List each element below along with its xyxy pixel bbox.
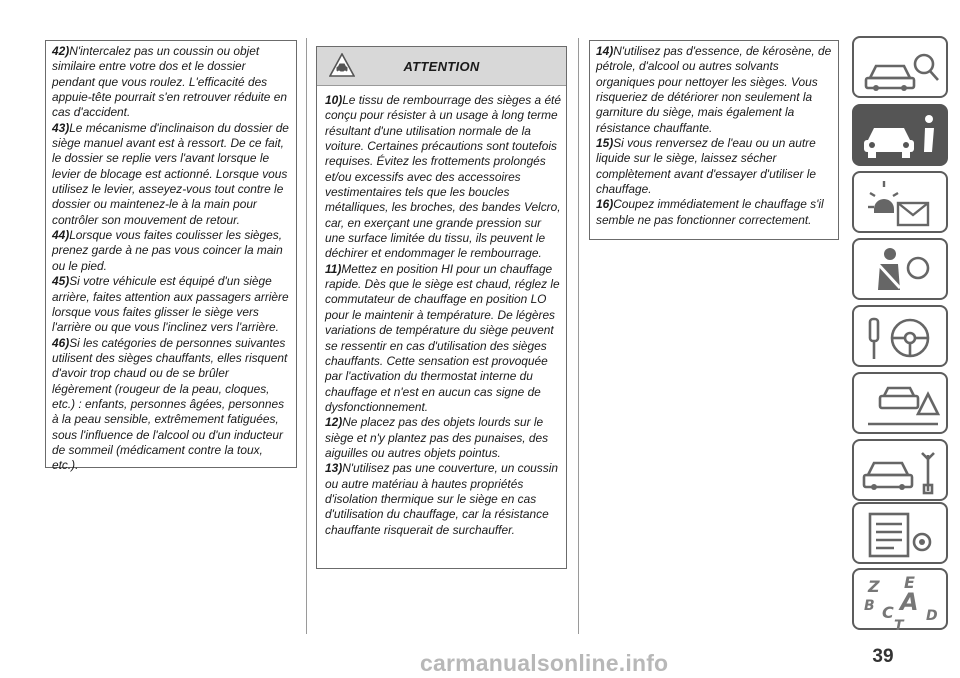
notes-list [325,93,561,538]
tab-technical-data[interactable] [852,502,948,564]
note-text: Le mécanisme d'inclinaison du dossier de siège manuel avant est à ressort. De ce fait, le dossier se replie vers l'avant lorsque le levier de blocage est actionné. Lorsque vous utilisez le levier, asseyez-vous tout contre le dossier ou maintenez-le à la main pour contrôler son mouvement de retour. [52,120,289,227]
note-text: Si votre véhicule est équipé d'un siège arrière, faites attention aux passagers arrière lorsque vous faites glisser le siège vers l'arrière ou que vous l'inclinez vers l'arrière. [52,274,289,335]
svg-text:E: E [904,573,915,592]
note-text: Si vous renversez de l'eau ou un autre liquide sur le siège, laissez sécher complètement avant d'essayer d'utiliser le chauffage. [596,136,817,197]
note-number: 43) [52,120,70,135]
note-item [325,93,561,262]
attention-title: ATTENTION [403,59,480,74]
notes-column-1 [45,40,297,473]
note-item [596,197,833,228]
seatbelt-airbag-icon [854,240,950,302]
note-number: 45) [52,274,70,289]
note-number: 10) [325,93,343,107]
tab-safety[interactable] [852,238,948,300]
note-item [325,415,561,461]
note-item [52,121,290,228]
list-gear-icon [854,504,950,566]
column-divider [306,38,307,634]
note-item [52,228,290,274]
note-text: N'utilisez pas d'essence, de kérosène, de pétrole, d'alcool ou autres solvants organiques pour nettoyer les sièges. Vous risqueriez de détériorer non seulement la garniture du siège, mais également la résistance chauffante. [596,44,832,135]
tab-emergency[interactable] [852,372,948,434]
note-item [52,274,290,335]
car-magnifier-icon [854,38,950,100]
note-item [596,44,833,136]
note-text: Lorsque vous faites coulisser les sièges, prenez garde à ne pas vous coincer la main ou le pied. [52,228,283,273]
note-number: 12) [325,415,343,430]
note-text: Le tissu de rembourrage des sièges a été conçu pour résister à un usage à long terme résultant d'une utilisation normale de la voiture. Certaines précautions sont toutefois requises. Évitez les frottements prolongés et/ou excessifs avec des accessoires vestimentaires tels que les boucles métalliques, les broches, des bandes Velcro, car, en exerçant une grande pression sur une surface limitée du tissu, ils peuvent le déchirer et endommager le rembourrage. [325,93,561,261]
tab-index[interactable] [852,568,948,630]
note-text: Ne placez pas des objets lourds sur le siège et n'y plantez pas des punaises, des aiguilles ou autres objets pointus. [325,415,549,460]
key-steering-wheel-icon [854,307,950,369]
car-info-icon [854,106,950,168]
note-item [325,262,561,415]
tab-starting-driving[interactable] [852,305,948,367]
warning-light-envelope-icon [854,173,950,235]
note-number: 11) [325,261,342,276]
watermark: carmanualsonline.info [420,650,669,676]
tab-maintenance[interactable] [852,439,948,501]
page-number: 39 [872,646,894,667]
svg-text:Z: Z [868,577,880,596]
notes-column-3 [589,40,839,240]
note-number: 44) [52,228,70,243]
note-text: Mettez en position HI pour un chauffage rapide. Dès que le siège est chaud, réglez le commutateur de chauffage en position LO pour le maintenir à température. De légères variations de température du siège peuvent se ressentir en cas d'utilisation des sièges chauffants. Cette sensation est provoquée par l'activation du thermostat interne du chauffage et n'est en aucun cas signe de dysfonctionnement. [325,261,560,414]
note-text: Si les catégories de personnes suivantes utilisent des sièges chauffants, elles risquent d'avoir trop chaud ou de se brûler légèrement (rougeur de la peau, cloques, etc.) : enfants, personnes âgées, personnes à la peau sensible, extrêmement fatiguées, sous l'influence de l'alcool ou d'un inducteur de sommeil (médicament contre la toux, etc.). [52,335,288,473]
note-number: 16) [596,197,614,212]
attention-box [316,46,567,569]
note-text: N'utilisez pas une couverture, un coussin ou autre matériau à hautes propriétés d'isolation thermique sur le siège en cas d'utilisation du chauffage, car la résistance chauffante risquerait de surchauffer. [325,461,558,537]
alphabet-index-icon [854,570,950,632]
svg-text:T: T [894,618,904,632]
tab-knowing-car[interactable] [852,36,948,98]
svg-text:B: B [864,598,875,614]
note-number: 42) [52,44,70,58]
note-number: 46) [52,335,70,350]
note-number: 14) [596,44,614,58]
note-number: 15) [596,136,614,151]
note-text: N'intercalez pas un coussin ou objet similaire entre votre dos et le dossier pendant que vous roulez. L'efficacité des appuie-tête pourrait s'en retrouver réduite en cas d'accident. [52,44,287,120]
note-number: 13) [325,461,343,476]
column-divider [578,38,579,634]
car-wrench-icon [854,441,950,503]
note-item [52,44,290,121]
svg-text:C: C [882,603,894,622]
note-item [325,461,561,538]
car-breakdown-icon [854,374,950,436]
notes-list [52,44,290,474]
notes-list [596,44,833,228]
tab-warning-lights[interactable] [852,171,948,233]
svg-text:A: A [900,588,919,616]
attention-header [317,47,566,86]
note-item [52,336,290,474]
note-text: Coupez immédiatement le chauffage s'il semble ne pas fonctionner correctement. [596,197,824,227]
note-item [596,136,833,197]
svg-text:D: D [926,608,938,624]
tab-vehicle-info[interactable] [852,104,948,166]
